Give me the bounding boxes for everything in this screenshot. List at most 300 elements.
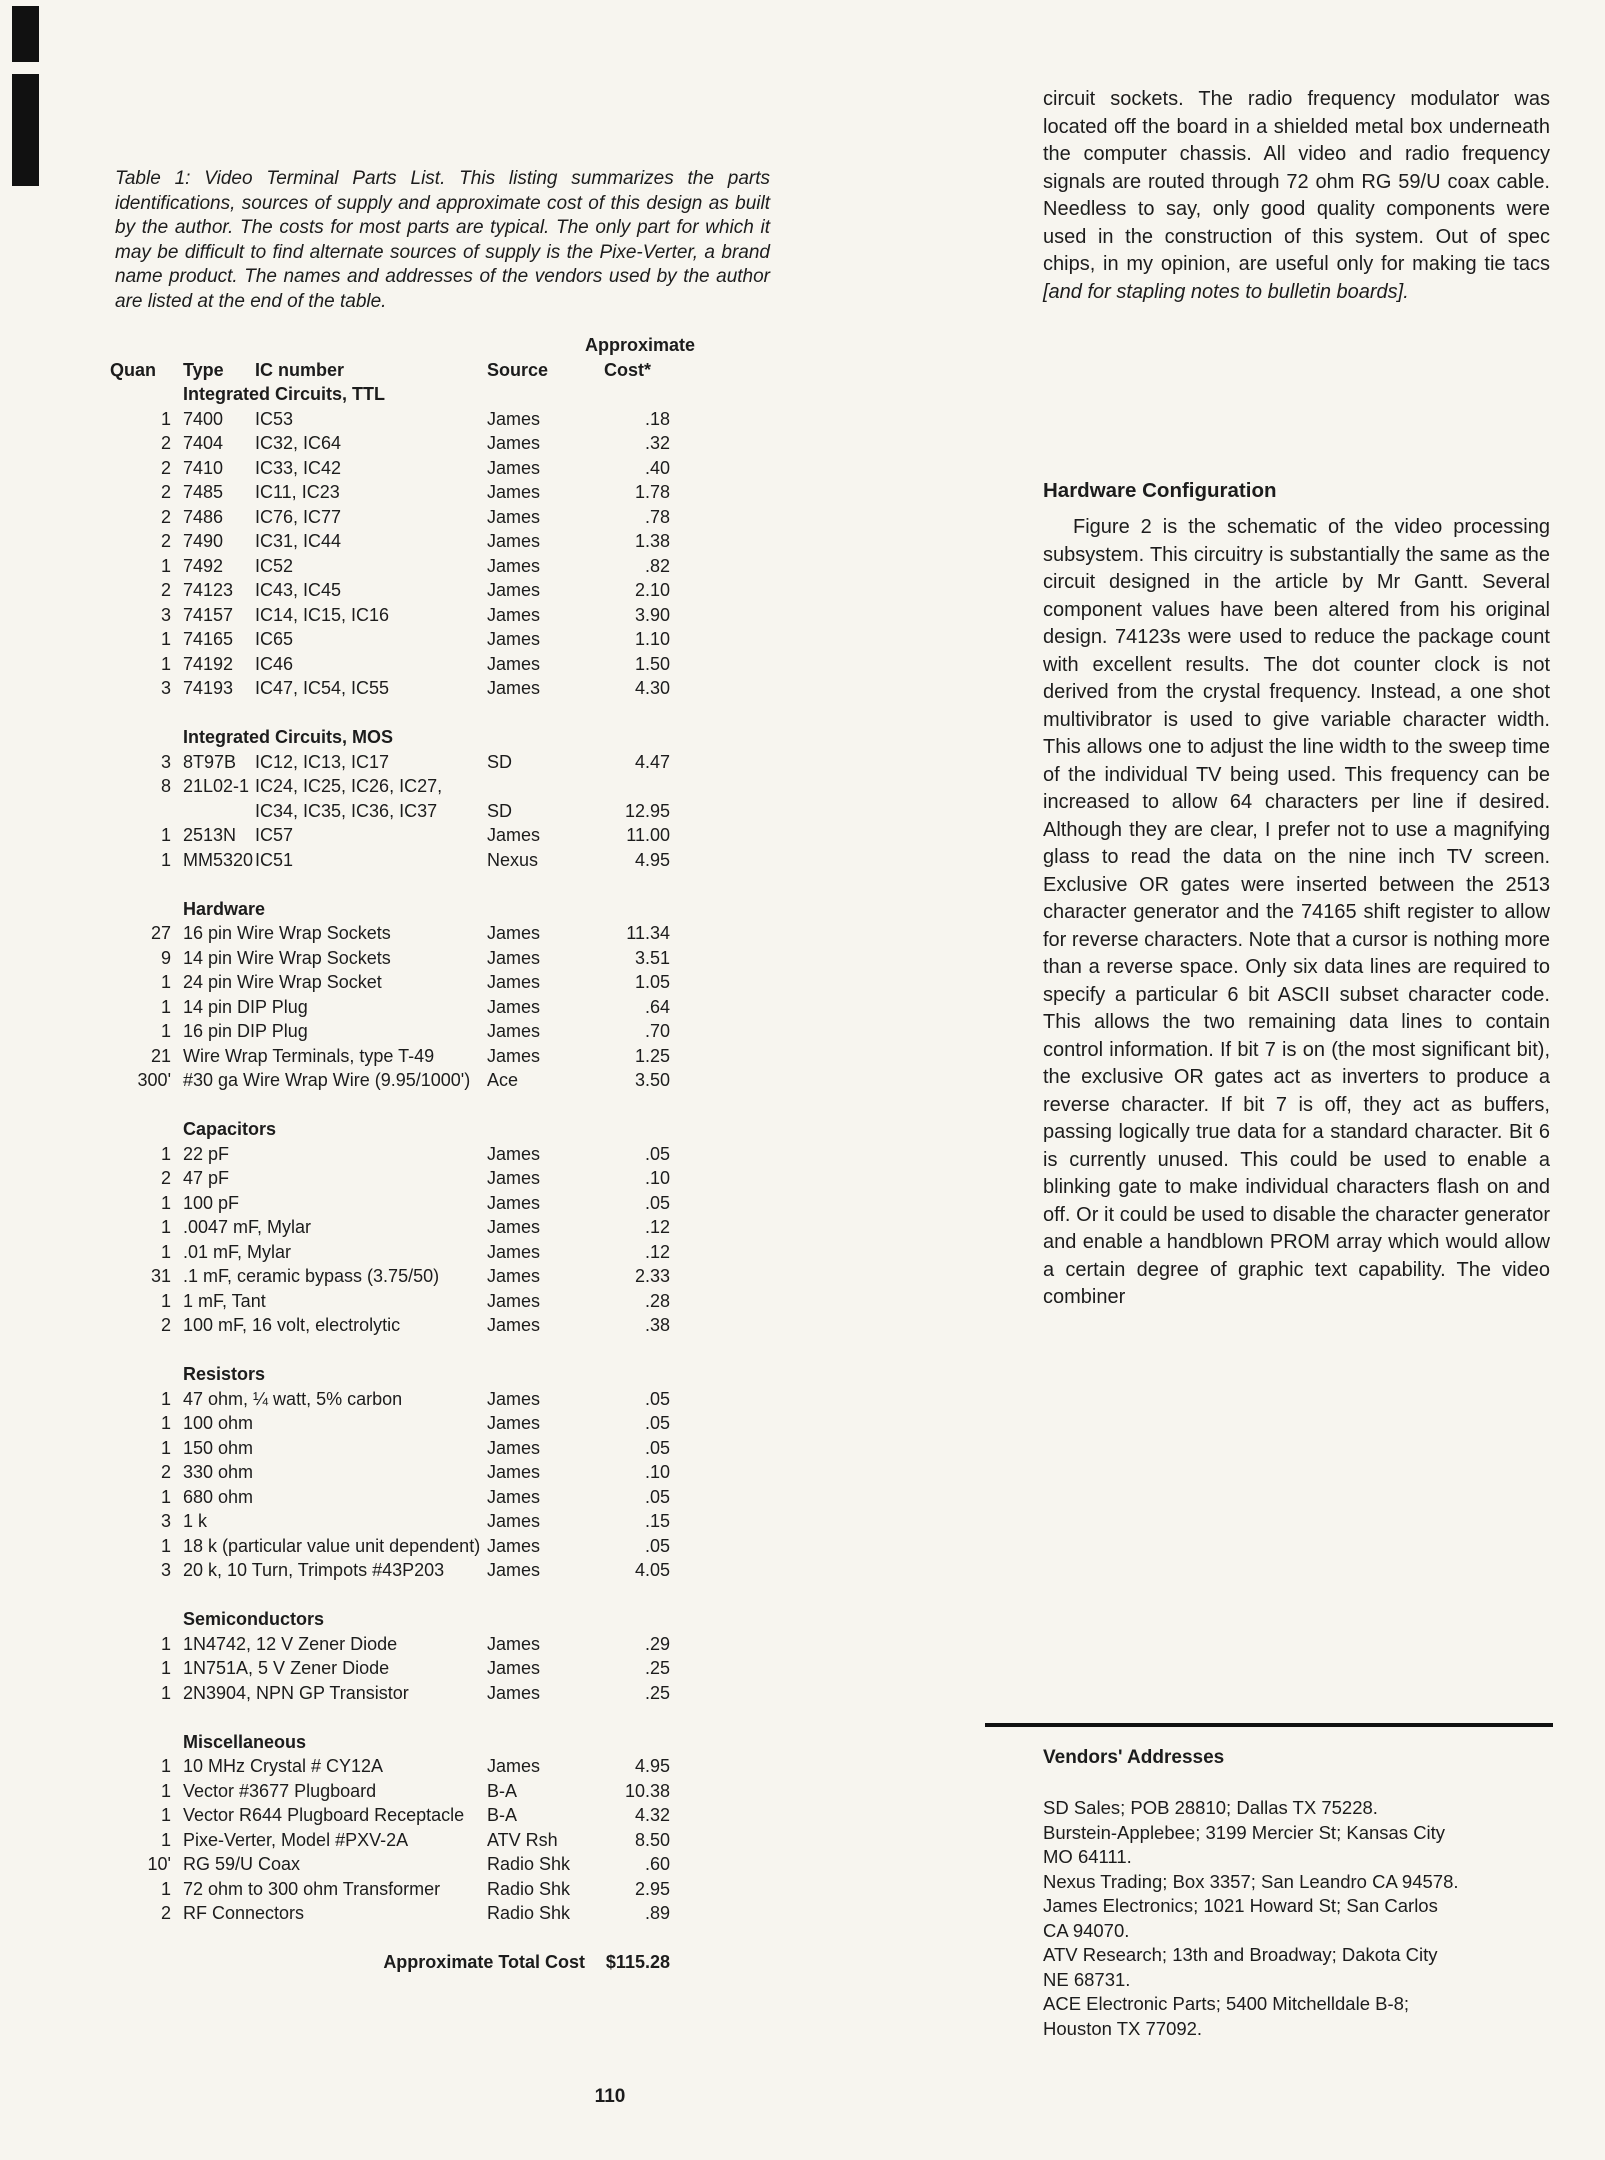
parts-row [110,1534,750,1559]
cost-cell: .29 [644,1633,670,1654]
parts-row [110,774,750,799]
ic-number-cell [255,1264,487,1289]
quan-cell: 1 [160,996,171,1017]
quan-cell: 3 [160,751,171,772]
description-cell: .01 mF, Mylar [183,1241,292,1262]
description-cell: 1N4742, 12 V Zener Diode [183,1633,398,1654]
table-caption: Table 1: Video Terminal Parts List. This listing summarizes the parts identifications, sources of supply and approximate cost of this design as built by the author. The costs for most parts are typical. The only part for which it may be difficult to find alternate sources of supply is the Pixe-Verter, a brand name product. The names and addresses of the vendors used by the author are listed at the end of the table. [115,168,770,312]
source-cell: James [487,1241,541,1262]
quan-cell: 2 [160,1168,171,1188]
parts-row [110,603,750,628]
ic-number-cell [255,921,487,946]
vendor-line: CA 94070. [1043,1919,1130,1941]
right-column [1043,86,1550,1706]
ic-number-cell: IC76, IC77 [255,506,342,527]
vendors-addresses-heading: Vendors' Addresses [1043,1747,1225,1768]
parts-row [110,1681,750,1706]
cost-cell: .89 [644,1903,670,1923]
source-cell: James [487,972,541,992]
vendor-line: Nexus Trading; Box 3357; San Leandro CA 94578. [1043,1870,1459,1892]
ic-number-cell [255,1901,487,1926]
parts-row [110,456,750,481]
cost-cell: 4.32 [634,1805,670,1825]
cost-cell: .05 [644,1388,670,1409]
source-cell: James [487,825,541,845]
source-cell: B-A [487,1780,518,1801]
quan-cell [110,799,183,824]
description-cell: 2513N [183,825,237,845]
cost-cell: .32 [644,433,670,453]
cost-cell: .10 [644,1462,670,1482]
cost-cell: .05 [644,1143,670,1164]
parts-row [110,1558,750,1583]
parts-row [110,627,750,652]
quan-cell: 27 [150,923,171,943]
vendors-address-list [1043,1796,1558,2041]
cost-cell: 2.10 [634,580,670,600]
source-cell: James [487,1315,541,1335]
ic-number-cell: IC33, IC42 [255,457,342,478]
description-cell: 10 MHz Crystal # CY12A [183,1756,384,1776]
source-cell: James [487,1462,541,1482]
description-cell: 100 ohm [183,1413,254,1433]
quan-cell: 1 [160,1829,171,1850]
description-cell: 7485 [183,482,224,502]
description-cell: Pixe-Verter, Model #PXV-2A [183,1829,409,1850]
cost-cell: 4.95 [634,849,670,870]
source-cell: James [487,1192,541,1213]
parts-row [110,505,750,530]
parts-row [110,823,750,848]
description-cell: MM5320 [183,849,254,870]
source-cell: James [487,580,541,600]
source-cell: James [487,1143,541,1164]
quan-cell: 1 [160,972,171,992]
ic-number-cell [255,1485,487,1510]
cost-cell: .38 [644,1315,670,1335]
description-cell: Wire Wrap Terminals, type T-49 [183,1045,435,1066]
vendor-line: ACE Electronic Parts; 5400 Mitchelldale B-8; [1043,1993,1410,2014]
description-cell: 2N3904, NPN GP Transistor [183,1682,409,1703]
vendor-line: MO 64111. [1043,1846,1132,1867]
source-cell: James [487,1217,541,1237]
section-header: Miscellaneous [183,1731,307,1752]
section-header: Capacitors [183,1119,277,1139]
ic-number-cell [255,1509,487,1534]
quan-cell: 1 [160,1143,171,1164]
ic-number-cell [255,1828,487,1853]
col-header-type: Type [183,359,224,380]
cost-cell: 1.38 [634,531,670,551]
cost-cell: .82 [644,555,670,576]
description-cell: 7492 [183,555,224,576]
ic-number-cell [255,1019,487,1044]
parts-row [110,407,750,432]
section-header: Integrated Circuits, TTL [183,384,386,404]
description-cell: 20 k, 10 Turn, Trimpots #43P203 [183,1560,445,1580]
description-cell: 14 pin DIP Plug [183,996,308,1017]
source-cell: James [487,1560,541,1580]
cost-cell: 2.33 [634,1266,670,1286]
quan-cell: 31 [150,1266,171,1286]
description-cell: .1 mF, ceramic bypass (3.75/50) [183,1266,440,1286]
quan-cell: 1 [160,1486,171,1507]
parts-row [110,1656,750,1681]
description-cell: RG 59/U Coax [183,1854,301,1874]
description-cell: 14 pin Wire Wrap Sockets [183,947,391,968]
cost-cell: .25 [644,1682,670,1703]
source-cell: James [487,1535,541,1556]
parts-row [110,1901,750,1926]
parts-row [110,1289,750,1314]
parts-row [110,1632,750,1657]
total-label: Approximate Total Cost [383,1952,585,1972]
ic-number-cell: IC51 [255,849,294,870]
ic-number-cell [255,1852,487,1877]
quan-cell: 1 [160,653,171,674]
source-cell: James [487,1045,541,1066]
quan-cell: 1 [160,1682,171,1703]
description-cell: 18 k (particular value unit dependent) [183,1535,481,1556]
section-header: Semiconductors [183,1609,325,1629]
vendor-line: Burstein-Applebee; 3199 Mercier St; Kansas City [1043,1821,1446,1843]
quan-cell: 1 [160,1633,171,1654]
description-cell: 21L02-1 [183,776,250,796]
vendor-entry [1043,1821,1558,1870]
ic-number-cell: IC31, IC44 [255,531,342,551]
cost-cell [585,774,670,799]
ic-number-cell: IC24, IC25, IC26, IC27, [255,776,443,796]
source-cell: James [487,947,541,968]
source-cell: Radio Shk [487,1878,571,1899]
ic-number-cell [255,970,487,995]
vendor-line: ATV Research; 13th and Broadway; Dakota City [1043,1944,1438,1965]
description-cell: 8T97B [183,751,237,772]
source-cell: James [487,1266,541,1286]
parts-row [110,799,750,824]
section-header: Hardware [183,898,266,919]
quan-cell: 1 [160,1388,171,1409]
description-cell: 100 pF [183,1192,240,1213]
quan-cell: 1 [160,1413,171,1433]
quan-cell: 1 [160,849,171,870]
parts-row [110,554,750,579]
cost-cell: 1.50 [634,653,670,674]
source-cell: James [487,1682,541,1703]
cost-cell: .25 [644,1658,670,1678]
cost-cell: 1.25 [634,1045,670,1066]
quan-cell: 8 [160,776,171,796]
ic-number-cell: IC65 [255,629,294,649]
ic-number-cell [255,1044,487,1069]
parts-row [110,848,750,873]
source-cell: James [487,1413,541,1433]
parts-row [110,1436,750,1461]
ic-number-cell [255,1460,487,1485]
description-cell: 7410 [183,457,224,478]
source-cell: James [487,1511,541,1531]
quan-cell: 1 [160,1192,171,1213]
ic-number-cell [255,1803,487,1828]
col-header-cost [585,333,696,382]
ic-number-cell [255,1289,487,1314]
cost-cell: 4.05 [634,1560,670,1580]
quan-cell: 3 [160,1560,171,1580]
table-header-row [110,333,750,382]
cost-cell: 12.95 [624,800,670,821]
parts-row [110,1191,750,1216]
description-cell: 74157 [183,604,234,625]
parts-row [110,1485,750,1510]
vendor-line: NE 68731. [1043,1968,1131,1990]
quan-cell: 1 [160,1217,171,1237]
source-cell: B-A [487,1805,518,1825]
source-cell: Nexus [487,849,539,870]
vendor-entry [1043,1992,1558,2041]
ic-number-cell [255,1142,487,1167]
parts-row [110,1460,750,1485]
ic-number-cell: IC32, IC64 [255,433,342,453]
source-cell: ATV Rsh [487,1829,558,1850]
parts-row [110,1313,750,1338]
parts-row [110,676,750,701]
cost-cell: .70 [644,1021,670,1041]
parts-table [110,333,750,1975]
quan-cell: 2 [160,1462,171,1482]
cost-cell: 10.38 [624,1780,670,1801]
ic-number-cell: IC57 [255,825,294,845]
parts-row [110,1411,750,1436]
vendor-line: James Electronics; 1021 Howard St; San Carlos [1043,1895,1438,1916]
parts-row [110,1166,750,1191]
quan-cell: 3 [160,604,171,625]
source-cell: Radio Shk [487,1854,571,1874]
description-cell: 47 ohm, ¼ watt, 5% carbon [183,1388,403,1409]
description-cell: Vector R644 Plugboard Receptacle [183,1805,465,1825]
ic-number-cell [255,1877,487,1902]
parts-row [110,431,750,456]
quan-cell: 1 [160,1756,171,1776]
description-cell: 7486 [183,506,224,527]
cost-cell: 11.00 [626,825,670,845]
cost-cell: .10 [644,1168,670,1188]
cost-cell: .05 [644,1192,670,1213]
ic-number-cell: IC46 [255,653,294,674]
source-cell: James [487,1486,541,1507]
parts-row [110,1240,750,1265]
parts-row [110,1387,750,1412]
description-cell: #30 ga Wire Wrap Wire (9.95/1000') [183,1070,471,1090]
quan-cell: 1 [160,555,171,576]
cost-cell: 3.50 [634,1070,670,1090]
cost-cell: .64 [644,996,670,1017]
parts-row [110,1142,750,1167]
ic-number-cell [255,1681,487,1706]
parts-row [110,1779,750,1804]
parts-row [110,578,750,603]
source-cell: James [487,678,541,698]
source-cell: James [487,923,541,943]
ic-number-cell: IC34, IC35, IC36, IC37 [255,800,438,821]
cost-cell: .78 [644,506,670,527]
cost-cell: .12 [644,1217,670,1237]
source-cell: James [487,408,541,429]
source-cell: James [487,653,541,674]
col-header-ic-number: IC number [255,359,345,380]
registration-mark [12,6,39,62]
parts-row [110,970,750,995]
source-cell: James [487,1290,541,1311]
ic-number-cell [255,1411,487,1436]
source-cell: James [487,506,541,527]
source-cell: James [487,555,541,576]
quan-cell: 3 [160,678,171,698]
quan-cell: 1 [160,1658,171,1678]
source-cell: Radio Shk [487,1903,571,1923]
quan-cell: 1 [160,1241,171,1262]
ic-number-cell [255,1215,487,1240]
parts-row [110,1803,750,1828]
cost-cell: .05 [644,1437,670,1458]
col-header-cost-line1: Approximate [585,335,696,355]
parts-row [110,1828,750,1853]
source-cell: James [487,629,541,649]
source-cell: Ace [487,1070,519,1090]
parts-row [110,1019,750,1044]
ic-number-cell: IC52 [255,555,294,576]
ic-number-cell [255,995,487,1020]
description-cell: 330 ohm [183,1462,254,1482]
page-number: 110 [594,2086,626,2107]
parts-row [110,1215,750,1240]
parts-row [110,1877,750,1902]
source-cell: James [487,531,541,551]
ic-number-cell [255,1754,487,1779]
cost-cell: 3.51 [634,947,670,968]
quan-cell: 2 [160,1903,171,1923]
quan-cell: 21 [150,1045,171,1066]
quan-cell: 2 [160,580,171,600]
parts-row [110,1852,750,1877]
ic-number-cell [255,1656,487,1681]
description-cell [183,799,255,824]
body-paragraph-continuation [1043,86,1550,306]
cost-cell: 1.05 [634,972,670,992]
cost-cell: 4.30 [634,678,670,698]
parts-row [110,995,750,1020]
description-cell: Vector #3677 Plugboard [183,1780,377,1801]
ic-number-cell: IC11, IC23 [255,482,340,502]
quan-cell: 1 [160,1021,171,1041]
quan-cell: 2 [160,506,171,527]
ic-number-cell [255,1632,487,1657]
total-row [110,1950,750,1975]
parts-row [110,1044,750,1069]
description-cell: 16 pin Wire Wrap Sockets [183,923,391,943]
body-text-italic: [and for stapling notes to bulletin boards]. [1043,280,1409,303]
source-cell: James [487,1756,541,1776]
vendor-entry [1043,1870,1558,1895]
parts-row [110,921,750,946]
quan-cell: 1 [160,629,171,649]
quan-cell: 1 [160,1805,171,1825]
vendor-line: SD Sales; POB 28810; Dallas TX 75228. [1043,1797,1378,1818]
section-header: Resistors [183,1364,266,1384]
cost-cell: .60 [644,1854,670,1874]
quan-cell: 1 [160,1878,171,1899]
description-cell: 1 mF, Tant [183,1290,266,1311]
source-cell: SD [487,751,513,772]
quan-cell: 3 [160,1511,171,1531]
horizontal-rule [985,1723,1553,1727]
quan-cell: 1 [160,825,171,845]
cost-cell: 8.50 [634,1829,670,1850]
source-cell: James [487,1633,541,1654]
total-value: $115.28 [605,1952,670,1972]
parts-row [110,529,750,554]
source-cell: James [487,1168,541,1188]
cost-cell: .15 [644,1511,670,1531]
col-header-cost-line2: Cost* [603,359,651,380]
description-cell: .0047 mF, Mylar [183,1217,312,1237]
ic-number-cell: IC12, IC13, IC17 [255,751,390,772]
source-cell: James [487,457,541,478]
quan-cell: 1 [160,1535,171,1556]
description-cell: 7404 [183,433,224,453]
quan-cell: 2 [160,433,171,453]
cost-cell: 2.95 [634,1878,670,1899]
description-cell: 47 pF [183,1168,230,1188]
ic-number-cell [255,1436,487,1461]
description-cell: 74123 [183,580,234,600]
description-cell: 7400 [183,408,224,429]
parts-row [110,652,750,677]
quan-cell: 1 [160,408,171,429]
description-cell: 150 ohm [183,1437,254,1458]
description-cell: 1N751A, 5 V Zener Diode [183,1658,390,1678]
parts-row [110,1509,750,1534]
cost-cell: 3.90 [634,604,670,625]
source-cell: James [487,433,541,453]
description-cell: 72 ohm to 300 ohm Transformer [183,1878,441,1899]
cost-cell: 4.47 [634,751,670,772]
section-header: Integrated Circuits, MOS [183,727,394,747]
quan-cell: 10' [147,1854,171,1874]
source-cell: James [487,604,541,625]
source-cell: James [487,1437,541,1458]
vendor-entry [1043,1943,1558,1992]
ic-number-cell: IC43, IC45 [255,580,342,600]
ic-number-cell [255,1068,487,1093]
ic-number-cell [255,946,487,971]
ic-number-cell [255,1387,487,1412]
description-cell: 7490 [183,531,224,551]
ic-number-cell [255,1534,487,1559]
quan-cell: 2 [160,482,171,502]
body-text: circuit sockets. The radio frequency modulator was located off the board in a shielded metal box underneath the computer chassis. All video and radio frequency signals are routed through 72 ohm RG 59/U coax cable. Needless to say, only good quality components were used in the construction of this system. Out of spec chips, in my opinion, are useful only for making tie tacs [1043,88,1550,275]
ic-number-cell: IC14, IC15, IC16 [255,604,390,625]
cost-cell: 1.78 [634,482,670,502]
source-cell: James [487,1388,541,1409]
description-cell: 1 k [183,1511,208,1531]
cost-cell: .05 [644,1486,670,1507]
description-cell: 680 ohm [183,1486,254,1507]
source-cell: SD [487,800,513,821]
description-cell: 24 pin Wire Wrap Socket [183,972,382,992]
quan-cell: 300' [137,1070,171,1090]
description-cell: 74192 [183,653,234,674]
ic-number-cell [255,1558,487,1583]
